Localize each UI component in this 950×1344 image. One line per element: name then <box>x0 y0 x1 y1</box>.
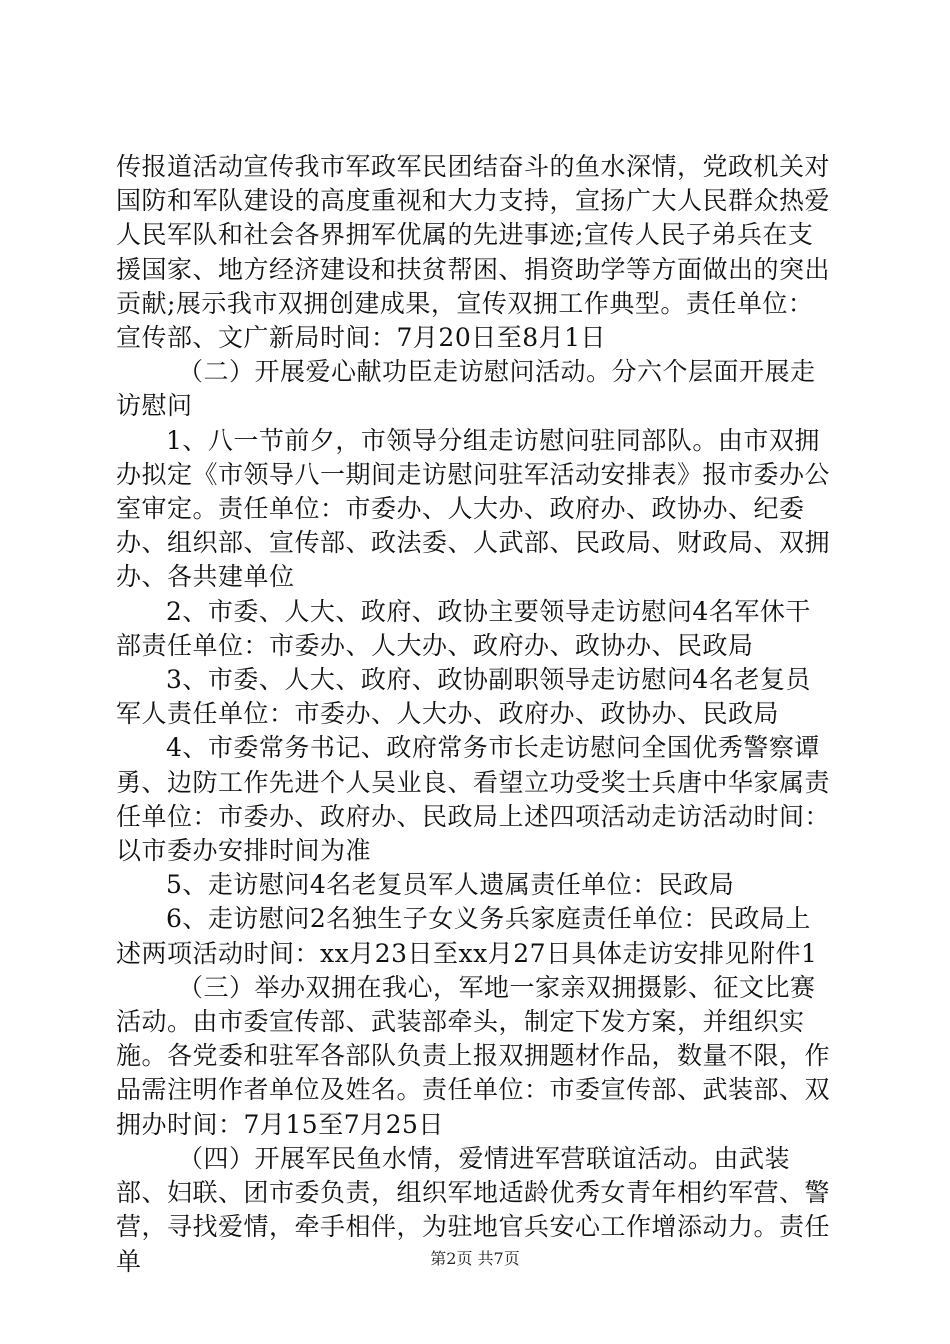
list-item: 5、走访慰问4名老复员军人遗属责任单位：民政局 <box>166 870 735 900</box>
document-body <box>116 150 836 1279</box>
list-item: 1、八一节前夕，市领导分组走访慰问驻同部队。由市双拥办拟定《市领导八一期间走访慰问驻军活动安排表》报市委办公室审定。责任单位：市委办、人大办、政府办、政协办、纪委办、组织部、宣传部、政法委、人武部、民政局、财政局、双拥办、各共建单位 <box>116 425 831 592</box>
section-heading-4: （四）开展军民鱼水情，爱情进军营联谊活动。由武装部、妇联、团市委负责，组织军地适龄优秀女青年相约军营、警营，寻找爱情，牵手相伴，为驻地官兵安心工作增添动力。责任单 <box>116 1143 831 1276</box>
section-heading-3: （三）举办双拥在我心，军地一家亲双拥摄影、征文比赛活动。由市委宣传部、武装部牵头，制定下发方案，并组织实施。各党委和驻军各部队负责上报双拥题材作品，数量不限，作品需注明作者单位及姓名。责任单位：市委宣传部、武装部、双拥办时间：7月15至7月25日 <box>116 972 831 1139</box>
list-item: 6、走访慰问2名独生子女义务兵家庭责任单位：民政局上述两项活动时间：xx月23日至xx月27日具体走访安排见附件1 <box>116 904 818 968</box>
list-item: 2、市委、人大、政府、政协主要领导走访慰问4名军休干部责任单位：市委办、人大办、政府办、政协办、民政局 <box>116 596 811 660</box>
page-number-footer: 第2页 共7页 <box>430 1249 520 1268</box>
section-heading-2: （二）开展爱心献功臣走访慰问活动。分六个层面开展走访慰问 <box>116 357 816 421</box>
list-item: 4、市委常务书记、政府常务市长走访慰问全国优秀警察谭勇、边防工作先进个人吴业良、看望立功受奖士兵唐中华家属责任单位：市委办、政府办、民政局上述四项活动走访活动时间：以市委办安排时间为准 <box>116 733 831 866</box>
paragraph-intro: 传报道活动宣传我市军政军民团结奋斗的鱼水深情，党政机关对国防和军队建设的高度重视和大力支持，宣扬广大人民群众热爱人民军队和社会各界拥军优属的先进事迹;宣传人民子弟兵在支援国家、地方经济建设和扶贫帮困、捐资助学等方面做出的突出贡献;展示我市双拥创建成果，宣传双拥工作典型。责任单位：宣传部、文广新局时间：7月20日至8月1日 <box>116 152 831 353</box>
list-item: 3、市委、人大、政府、政协副职领导走访慰问4名老复员军人责任单位：市委办、人大办、政府办、政协办、民政局 <box>116 665 811 729</box>
